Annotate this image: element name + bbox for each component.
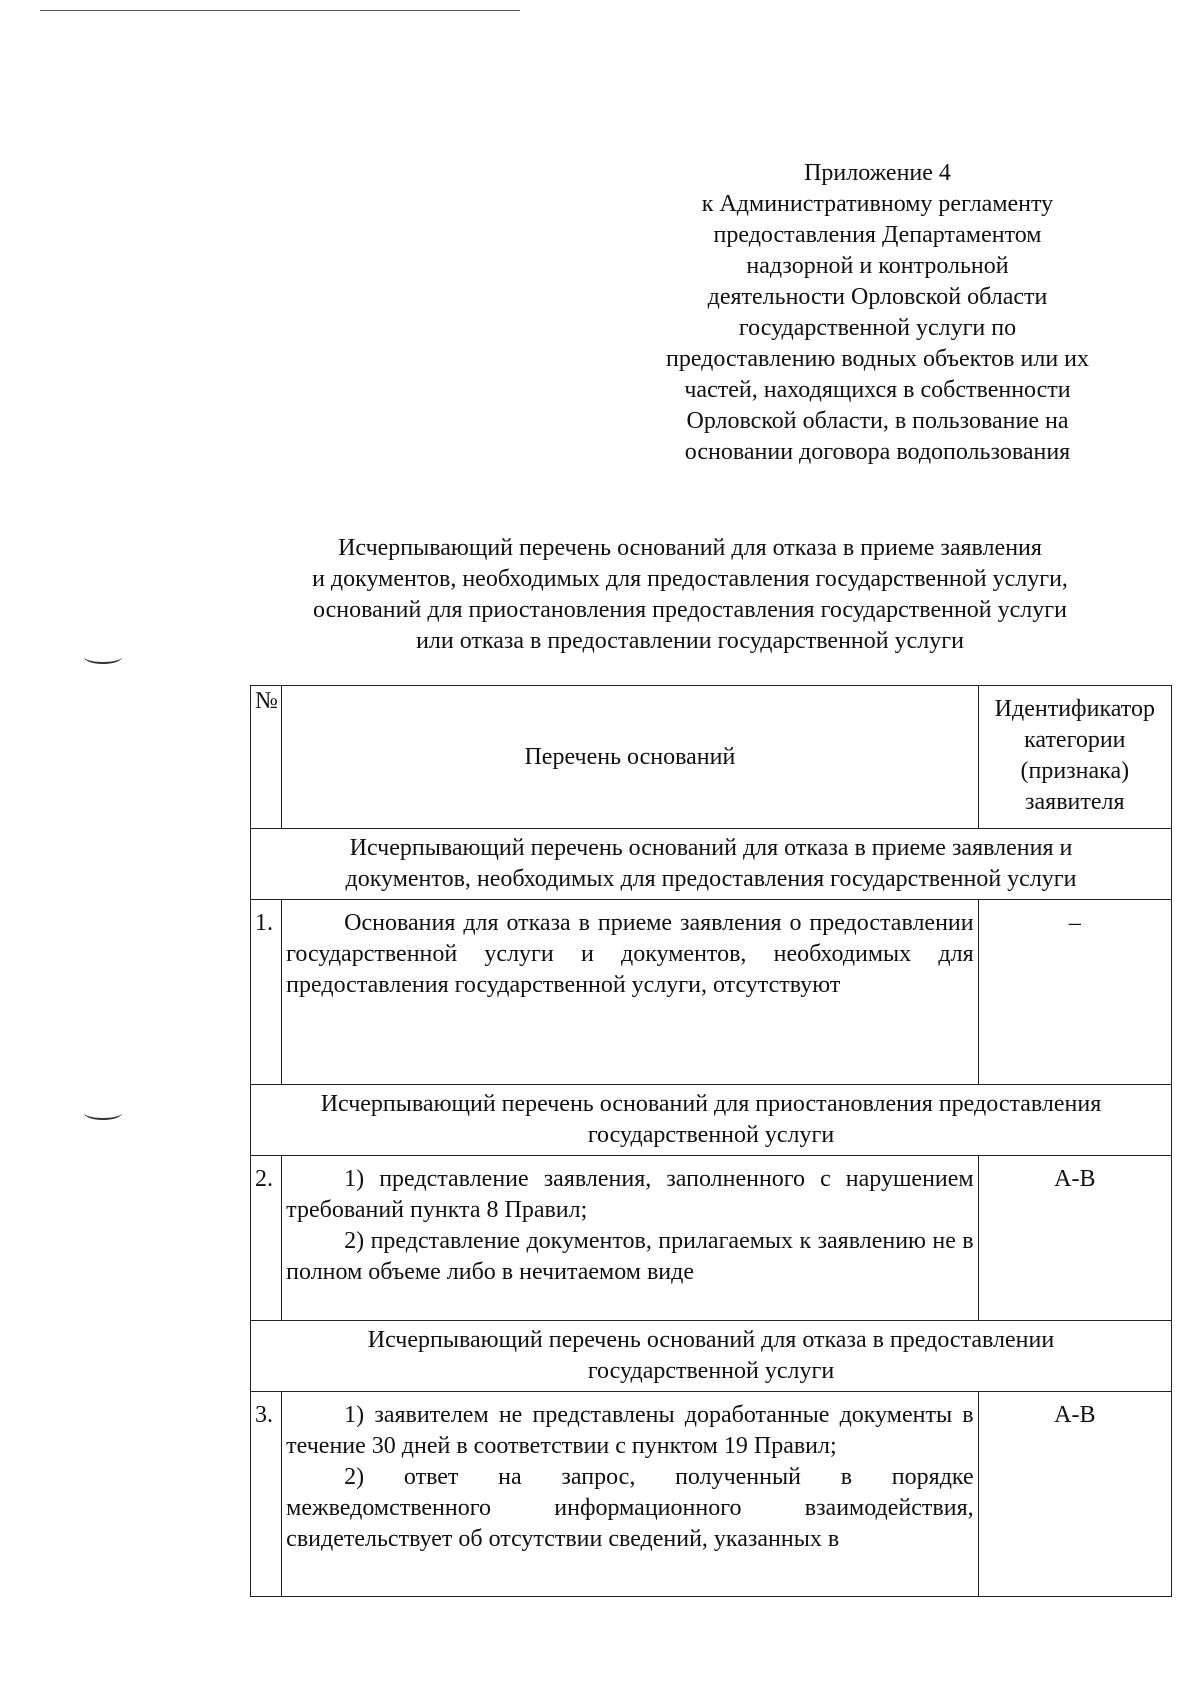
- row-paragraph: 2) представление документов, прилагаемых к заявлению не в полном объеме либо в нечитаемом виде: [286, 1228, 974, 1285]
- row-paragraph: 1) заявителем не представлены доработанные документы в течение 30 дней в соответствии с пунктом 19 Правил;: [286, 1402, 974, 1459]
- section-line: документов, необходимых для предоставления государственной услуги: [345, 866, 1077, 892]
- title-line: или отказа в предоставлении государственной услуги: [416, 628, 964, 654]
- appendix-line: государственной услуги по: [738, 315, 1017, 341]
- section-heading-row: [251, 1321, 1172, 1392]
- row-category-id: А-В: [978, 1392, 1171, 1597]
- header-grounds-list: Перечень оснований: [282, 686, 978, 829]
- section-line: государственной услуги: [587, 1122, 835, 1148]
- row-category-id: –: [978, 900, 1171, 1085]
- appendix-line: предоставления Департаментом: [713, 222, 1042, 248]
- appendix-line: Орловской области, в пользование на: [686, 408, 1069, 434]
- grounds-table: [250, 685, 1172, 1597]
- header-id-line: категории: [1024, 727, 1126, 753]
- section-heading-refusal-service: [251, 1321, 1172, 1392]
- appendix-note: [630, 158, 1125, 468]
- appendix-line: предоставлению водных объектов или их: [665, 346, 1090, 372]
- row-category-id: А-В: [978, 1156, 1171, 1321]
- appendix-line: деятельности Орловской области: [707, 284, 1048, 310]
- row-paragraph: 2) ответ на запрос, полученный в порядке межведомственного информационного взаимодействия, свидетельствует об отсутствии сведений, указанных в: [286, 1464, 974, 1552]
- row-grounds: [282, 1156, 978, 1321]
- row-number: 3.: [251, 1392, 282, 1597]
- appendix-line: основании договора водопользования: [684, 439, 1071, 465]
- section-line: Исчерпывающий перечень оснований для отказа в приеме заявления и: [349, 835, 1073, 861]
- section-heading-refusal-acceptance: [251, 829, 1172, 900]
- section-heading-suspension: [251, 1085, 1172, 1156]
- title-line: Исчерпывающий перечень оснований для отказа в приеме заявления: [338, 535, 1042, 561]
- row-grounds: [282, 900, 978, 1085]
- appendix-line: к Административному регламенту: [701, 191, 1054, 217]
- title-line: и документов, необходимых для предоставления государственной услуги,: [312, 566, 1068, 592]
- section-heading-row: [251, 1085, 1172, 1156]
- title-line: оснований для приостановления предоставления государственной услуги: [313, 597, 1067, 623]
- document-title: [240, 533, 1140, 657]
- section-line: государственной услуги: [587, 1358, 835, 1384]
- table-row: [251, 900, 1172, 1085]
- row-paragraph: 1) представление заявления, заполненного с нарушением требований пункта 8 Правил;: [286, 1166, 974, 1223]
- header-applicant-category-id: [978, 686, 1171, 829]
- table-header-row: [251, 686, 1172, 829]
- row-grounds: [282, 1392, 978, 1597]
- stray-mark: [84, 650, 122, 664]
- header-id-line: (признака): [1020, 758, 1130, 784]
- section-line: Исчерпывающий перечень оснований для отказа в предоставлении: [367, 1327, 1055, 1353]
- header-id-line: Идентификатор: [994, 696, 1155, 722]
- header-number: №: [251, 686, 282, 829]
- stray-mark: [84, 1106, 122, 1120]
- row-number: 1.: [251, 900, 282, 1085]
- row-paragraph: Основания для отказа в приеме заявления о предоставлении государственной услуги и документов, необходимых для предоставления государственной услуги, отсутствуют: [286, 910, 974, 998]
- header-id-line: заявителя: [1025, 789, 1125, 815]
- section-line: Исчерпывающий перечень оснований для приостановления предоставления: [320, 1091, 1102, 1117]
- appendix-line: частей, находящихся в собственности: [684, 377, 1071, 403]
- top-rule: [40, 10, 520, 11]
- row-number: 2.: [251, 1156, 282, 1321]
- table-row: [251, 1156, 1172, 1321]
- section-heading-row: [251, 829, 1172, 900]
- appendix-line: Приложение 4: [804, 160, 951, 186]
- table-row: [251, 1392, 1172, 1597]
- appendix-line: надзорной и контрольной: [746, 253, 1009, 279]
